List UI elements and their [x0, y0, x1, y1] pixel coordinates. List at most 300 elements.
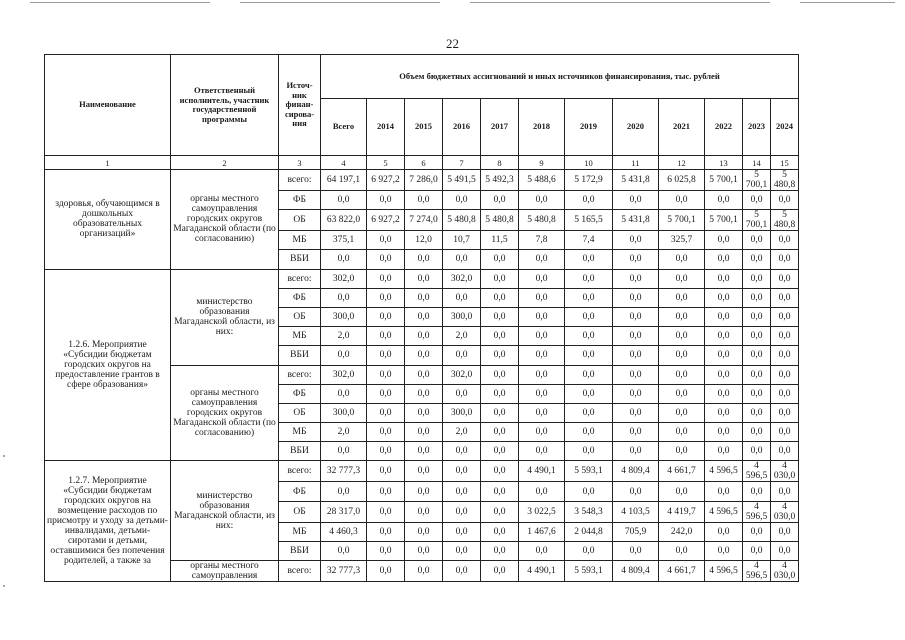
year-value: 0,0: [659, 423, 705, 442]
year-value: 0,0: [565, 384, 613, 403]
year-value: 7,4: [565, 231, 613, 250]
year-value: 0,0: [443, 442, 481, 461]
year-value: 5 700,1: [743, 170, 771, 191]
year-value: 0,0: [367, 307, 405, 326]
year-value: 5 491,5: [443, 170, 481, 191]
year-value: 325,7: [659, 231, 705, 250]
year-value: 0,0: [705, 365, 743, 384]
column-number: 15: [771, 156, 799, 170]
year-value: 0,0: [771, 482, 799, 501]
year-value: 0,0: [519, 541, 565, 560]
year-value: 0,0: [613, 482, 659, 501]
funding-source: всего:: [279, 365, 321, 384]
header-year: 2019: [565, 99, 613, 156]
year-value: 0,0: [519, 250, 565, 269]
year-value: 0,0: [443, 522, 481, 541]
header-year: 2024: [771, 99, 799, 156]
column-number: 4: [321, 156, 367, 170]
year-value: 4 030,0: [771, 561, 799, 582]
year-value: 6 025,8: [659, 170, 705, 191]
column-number: 6: [405, 156, 443, 170]
year-value: 0,0: [771, 307, 799, 326]
column-number: 9: [519, 156, 565, 170]
year-value: 0,0: [771, 423, 799, 442]
funding-source: всего:: [279, 170, 321, 191]
header-source: Источ-ник финан-сирова-ния: [279, 55, 321, 156]
header-year: 2020: [613, 99, 659, 156]
year-value: 0,0: [705, 403, 743, 422]
year-value: 0,0: [705, 307, 743, 326]
year-value: 0,0: [367, 541, 405, 560]
year-value: 0,0: [565, 191, 613, 210]
year-value: 0,0: [613, 346, 659, 365]
executor-name: органы местного самоуправления городских округов Магаданской области (по согласованию): [171, 170, 279, 270]
year-value: 0,0: [481, 288, 519, 307]
funding-source: МБ: [279, 423, 321, 442]
year-value: 4 596,5: [705, 501, 743, 522]
header-year: 2022: [705, 99, 743, 156]
year-value: 7,8: [519, 231, 565, 250]
executor-name: органы местного самоуправления: [171, 561, 279, 582]
year-value: 0,0: [443, 288, 481, 307]
header-year: 2016: [443, 99, 481, 156]
header-year: 2015: [405, 99, 443, 156]
year-value: 5 480,8: [481, 210, 519, 231]
year-value: 0,0: [519, 482, 565, 501]
year-value: 0,0: [743, 384, 771, 403]
year-value: 0,0: [367, 327, 405, 346]
year-value: 0,0: [405, 403, 443, 422]
year-value: 0,0: [481, 423, 519, 442]
funding-source: ОБ: [279, 210, 321, 231]
year-value: 0,0: [481, 561, 519, 582]
year-value: 0,0: [367, 231, 405, 250]
year-value: 0,0: [771, 365, 799, 384]
funding-source: ФБ: [279, 482, 321, 501]
year-value: 0,0: [481, 365, 519, 384]
year-value: 0,0: [481, 327, 519, 346]
year-value: 0,0: [659, 288, 705, 307]
year-value: 0,0: [405, 501, 443, 522]
funding-source: ВБИ: [279, 250, 321, 269]
year-value: 0,0: [565, 269, 613, 288]
year-value: 3 022,5: [519, 501, 565, 522]
year-value: 0,0: [659, 384, 705, 403]
total-value: 302,0: [321, 365, 367, 384]
year-value: 0,0: [405, 522, 443, 541]
year-value: 0,0: [519, 307, 565, 326]
total-value: 0,0: [321, 482, 367, 501]
year-value: 0,0: [613, 191, 659, 210]
year-value: 6 927,2: [367, 170, 405, 191]
year-value: 0,0: [705, 191, 743, 210]
total-value: 0,0: [321, 384, 367, 403]
year-value: 0,0: [743, 191, 771, 210]
year-value: 0,0: [659, 250, 705, 269]
year-value: 0,0: [613, 384, 659, 403]
year-value: 0,0: [565, 288, 613, 307]
funding-source: ОБ: [279, 307, 321, 326]
year-value: 0,0: [519, 384, 565, 403]
header-year: 2023: [743, 99, 771, 156]
year-value: 0,0: [613, 442, 659, 461]
year-value: 5 431,8: [613, 210, 659, 231]
executor-name: министерство образования Магаданской области, из них:: [171, 461, 279, 561]
year-value: 0,0: [519, 365, 565, 384]
total-value: 300,0: [321, 307, 367, 326]
year-value: 0,0: [771, 522, 799, 541]
total-value: 0,0: [321, 191, 367, 210]
edge-mark: [3, 585, 5, 587]
year-value: 0,0: [659, 269, 705, 288]
year-value: 0,0: [565, 365, 613, 384]
page-number: 22: [446, 36, 459, 51]
year-value: 0,0: [405, 288, 443, 307]
year-value: 0,0: [405, 541, 443, 560]
year-value: 0,0: [519, 269, 565, 288]
year-value: 0,0: [743, 442, 771, 461]
year-value: 0,0: [367, 191, 405, 210]
year-value: 4 596,5: [705, 561, 743, 582]
year-value: 0,0: [743, 423, 771, 442]
year-value: 0,0: [613, 231, 659, 250]
year-value: 4 596,5: [705, 461, 743, 482]
year-value: 0,0: [519, 423, 565, 442]
year-value: 0,0: [367, 501, 405, 522]
funding-source: ОБ: [279, 501, 321, 522]
year-value: 11,5: [481, 231, 519, 250]
year-value: 5 165,5: [565, 210, 613, 231]
year-value: 0,0: [367, 269, 405, 288]
funding-source: ВБИ: [279, 442, 321, 461]
year-value: 4 809,4: [613, 461, 659, 482]
header-name: Наименование: [45, 55, 171, 156]
year-value: 0,0: [405, 250, 443, 269]
year-value: 0,0: [481, 482, 519, 501]
year-value: 0,0: [405, 191, 443, 210]
column-number: 12: [659, 156, 705, 170]
header-year: 2018: [519, 99, 565, 156]
funding-source: ВБИ: [279, 346, 321, 365]
year-value: 0,0: [771, 288, 799, 307]
funding-source: всего:: [279, 269, 321, 288]
year-value: 0,0: [405, 327, 443, 346]
year-value: 0,0: [481, 250, 519, 269]
year-value: 0,0: [405, 423, 443, 442]
year-value: 0,0: [519, 403, 565, 422]
header-year: 2021: [659, 99, 705, 156]
year-value: 0,0: [659, 541, 705, 560]
year-value: 5 700,1: [705, 170, 743, 191]
year-value: 0,0: [367, 346, 405, 365]
year-value: 0,0: [405, 346, 443, 365]
total-value: 0,0: [321, 442, 367, 461]
year-value: 0,0: [367, 384, 405, 403]
year-value: 0,0: [705, 482, 743, 501]
funding-source: МБ: [279, 327, 321, 346]
year-value: 300,0: [443, 403, 481, 422]
year-value: 0,0: [481, 403, 519, 422]
year-value: 0,0: [771, 327, 799, 346]
year-value: 0,0: [743, 522, 771, 541]
column-number: 11: [613, 156, 659, 170]
year-value: 0,0: [367, 522, 405, 541]
year-value: 0,0: [613, 250, 659, 269]
year-value: 0,0: [519, 191, 565, 210]
year-value: 4 809,4: [613, 561, 659, 582]
total-value: 302,0: [321, 269, 367, 288]
year-value: 0,0: [481, 269, 519, 288]
year-value: 0,0: [367, 288, 405, 307]
activity-name: здоровья, обучающимся в дошкольных образовательных организаций»: [45, 170, 171, 270]
year-value: 0,0: [367, 461, 405, 482]
funding-source: ФБ: [279, 191, 321, 210]
year-value: 300,0: [443, 307, 481, 326]
year-value: 0,0: [519, 442, 565, 461]
year-value: 0,0: [705, 423, 743, 442]
year-value: 0,0: [771, 269, 799, 288]
year-value: 0,0: [443, 384, 481, 403]
year-value: 5 700,1: [743, 210, 771, 231]
year-value: 0,0: [743, 269, 771, 288]
year-value: 0,0: [659, 327, 705, 346]
column-number: 5: [367, 156, 405, 170]
year-value: 0,0: [659, 482, 705, 501]
year-value: 0,0: [405, 561, 443, 582]
funding-source: ФБ: [279, 384, 321, 403]
total-value: 4 460,3: [321, 522, 367, 541]
table-row: [45, 170, 799, 191]
activity-name: 1.2.7. Мероприятие «Субсидии бюджетам городских округов на возмещение расходов по присмотру и уходу за детьми-инвалидами, детьми-сиротами и детьми, оставшимися без попечения родителей, а также за: [45, 461, 171, 582]
year-value: 0,0: [405, 442, 443, 461]
year-value: 0,0: [743, 307, 771, 326]
funding-source: всего:: [279, 461, 321, 482]
year-value: 2,0: [443, 423, 481, 442]
year-value: 0,0: [443, 250, 481, 269]
year-value: 0,0: [705, 231, 743, 250]
total-value: 375,1: [321, 231, 367, 250]
year-value: 0,0: [443, 346, 481, 365]
column-number-row: [45, 156, 799, 170]
year-value: 0,0: [659, 403, 705, 422]
year-value: 0,0: [743, 250, 771, 269]
year-value: 4 596,5: [743, 501, 771, 522]
year-value: 5 700,1: [705, 210, 743, 231]
funding-source: ВБИ: [279, 541, 321, 560]
year-value: 4 030,0: [771, 461, 799, 482]
year-value: 5 172,9: [565, 170, 613, 191]
column-number: 8: [481, 156, 519, 170]
year-value: 0,0: [705, 269, 743, 288]
year-value: 0,0: [613, 365, 659, 384]
year-value: 0,0: [481, 461, 519, 482]
year-value: 0,0: [743, 403, 771, 422]
year-value: 0,0: [743, 365, 771, 384]
year-value: 1 467,6: [519, 522, 565, 541]
total-value: 2,0: [321, 423, 367, 442]
year-value: 0,0: [481, 522, 519, 541]
total-value: 2,0: [321, 327, 367, 346]
year-value: 0,0: [565, 423, 613, 442]
year-value: 3 548,3: [565, 501, 613, 522]
year-value: 0,0: [443, 561, 481, 582]
funding-source: всего:: [279, 561, 321, 582]
year-value: 0,0: [443, 541, 481, 560]
year-value: 4 419,7: [659, 501, 705, 522]
year-value: 0,0: [519, 288, 565, 307]
year-value: 4 661,7: [659, 461, 705, 482]
year-value: 242,0: [659, 522, 705, 541]
year-value: 0,0: [443, 501, 481, 522]
year-value: 0,0: [443, 191, 481, 210]
year-value: 0,0: [659, 346, 705, 365]
column-number: 10: [565, 156, 613, 170]
year-value: 0,0: [565, 442, 613, 461]
year-value: 0,0: [771, 250, 799, 269]
year-value: 0,0: [771, 403, 799, 422]
year-value: 7 286,0: [405, 170, 443, 191]
year-value: 0,0: [565, 482, 613, 501]
year-value: 4 596,5: [743, 461, 771, 482]
year-value: 5 593,1: [565, 461, 613, 482]
year-value: 302,0: [443, 365, 481, 384]
year-value: 0,0: [771, 346, 799, 365]
year-value: 0,0: [565, 346, 613, 365]
year-value: 0,0: [613, 327, 659, 346]
year-value: 0,0: [519, 346, 565, 365]
year-value: 0,0: [705, 288, 743, 307]
year-value: 6 927,2: [367, 210, 405, 231]
column-number: 3: [279, 156, 321, 170]
year-value: 4 030,0: [771, 501, 799, 522]
header-year: 2014: [367, 99, 405, 156]
year-value: 0,0: [705, 346, 743, 365]
total-value: 300,0: [321, 403, 367, 422]
funding-source: ФБ: [279, 288, 321, 307]
year-value: 0,0: [659, 307, 705, 326]
year-value: 0,0: [613, 288, 659, 307]
year-value: 0,0: [771, 442, 799, 461]
year-value: 0,0: [743, 346, 771, 365]
year-value: 5 700,1: [659, 210, 705, 231]
year-value: 5 488,6: [519, 170, 565, 191]
column-number: 13: [705, 156, 743, 170]
year-value: 0,0: [743, 541, 771, 560]
year-value: 0,0: [743, 288, 771, 307]
year-value: 0,0: [405, 482, 443, 501]
executor-name: органы местного самоуправления городских округов Магаданской области (по согласованию): [171, 365, 279, 461]
year-value: 0,0: [613, 269, 659, 288]
year-value: 0,0: [443, 482, 481, 501]
year-value: 0,0: [481, 191, 519, 210]
year-value: 4 103,5: [613, 501, 659, 522]
year-value: 0,0: [481, 346, 519, 365]
year-value: 0,0: [613, 403, 659, 422]
total-value: 32 777,3: [321, 561, 367, 582]
year-value: 0,0: [743, 482, 771, 501]
year-value: 0,0: [481, 307, 519, 326]
year-value: 10,7: [443, 231, 481, 250]
total-value: 0,0: [321, 288, 367, 307]
year-value: 0,0: [743, 231, 771, 250]
year-value: 12,0: [405, 231, 443, 250]
year-value: 4 596,5: [743, 561, 771, 582]
year-value: 5 480,8: [443, 210, 481, 231]
column-number: 14: [743, 156, 771, 170]
year-value: 0,0: [367, 365, 405, 384]
year-value: 0,0: [405, 365, 443, 384]
year-value: 0,0: [659, 191, 705, 210]
year-value: 0,0: [771, 191, 799, 210]
year-value: 0,0: [771, 384, 799, 403]
year-value: 2,0: [443, 327, 481, 346]
year-value: 4 661,7: [659, 561, 705, 582]
year-value: 5 593,1: [565, 561, 613, 582]
year-value: 5 492,3: [481, 170, 519, 191]
year-value: 4 490,1: [519, 561, 565, 582]
year-value: 0,0: [743, 327, 771, 346]
year-value: 0,0: [565, 250, 613, 269]
table-row: [45, 269, 799, 288]
column-number: 2: [171, 156, 279, 170]
year-value: 0,0: [481, 501, 519, 522]
edge-mark: [3, 455, 5, 457]
year-value: 0,0: [405, 269, 443, 288]
total-value: 0,0: [321, 250, 367, 269]
table-row: [45, 461, 799, 482]
year-value: 5 480,8: [519, 210, 565, 231]
year-value: 0,0: [565, 541, 613, 560]
year-value: 0,0: [481, 541, 519, 560]
year-value: 7 274,0: [405, 210, 443, 231]
funding-source: МБ: [279, 522, 321, 541]
year-value: 0,0: [405, 461, 443, 482]
year-value: 0,0: [367, 403, 405, 422]
year-value: 0,0: [705, 250, 743, 269]
total-value: 0,0: [321, 346, 367, 365]
header-executor: Ответственный исполнитель, участник государственной программы: [171, 55, 279, 156]
funding-source: ОБ: [279, 403, 321, 422]
year-value: 0,0: [705, 384, 743, 403]
year-value: 0,0: [367, 442, 405, 461]
header-funding-title: Объем бюджетных ассигнований и иных источников финансирования, тыс. рублей: [321, 55, 799, 99]
total-value: 0,0: [321, 541, 367, 560]
year-value: 4 490,1: [519, 461, 565, 482]
funding-source: МБ: [279, 231, 321, 250]
year-value: 5 480,8: [771, 210, 799, 231]
year-value: 0,0: [481, 384, 519, 403]
total-value: 28 317,0: [321, 501, 367, 522]
total-value: 63 822,0: [321, 210, 367, 231]
header-year: 2017: [481, 99, 519, 156]
year-value: 0,0: [367, 250, 405, 269]
year-value: 705,9: [613, 522, 659, 541]
total-value: 64 197,1: [321, 170, 367, 191]
year-value: 0,0: [705, 541, 743, 560]
year-value: 0,0: [481, 442, 519, 461]
year-value: 0,0: [367, 482, 405, 501]
year-value: 0,0: [565, 403, 613, 422]
budget-table: [44, 54, 799, 582]
year-value: 0,0: [705, 522, 743, 541]
year-value: 5 431,8: [613, 170, 659, 191]
year-value: 0,0: [613, 307, 659, 326]
year-value: 0,0: [405, 307, 443, 326]
year-value: 0,0: [659, 365, 705, 384]
year-value: 0,0: [771, 541, 799, 560]
top-border-line: [0, 0, 905, 5]
total-value: 32 777,3: [321, 461, 367, 482]
